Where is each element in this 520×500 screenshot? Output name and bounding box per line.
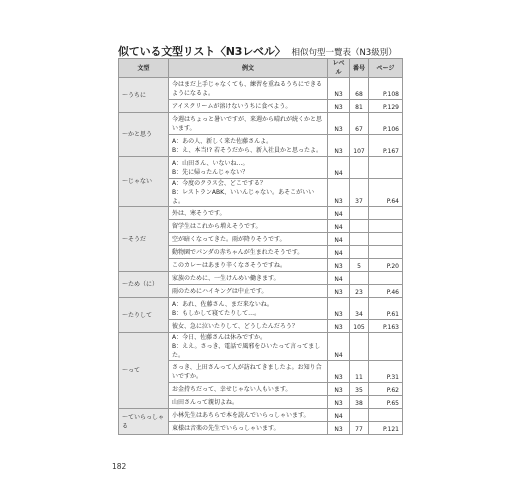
example-cell: A：あの人、新しく来た佐藤さんよ。 B：え、本当!? 若そうだから、新入社員かと思ったよ。 [169, 135, 328, 157]
example-cell: 家族のために、一生けんめい働きます。 [169, 272, 328, 285]
page-cell: P.64 [369, 179, 403, 207]
pattern-cell: ～たりして [119, 298, 169, 333]
example-cell: お金持ちだって、幸せじゃない人もいます。 [169, 383, 328, 396]
page-cell: P.129 [369, 100, 403, 113]
page-cell [369, 333, 403, 361]
level-cell: N3 [328, 383, 350, 396]
page-cell: P.46 [369, 285, 403, 298]
page-cell: P.108 [369, 78, 403, 100]
table-row [119, 113, 403, 135]
column-header: レベル [328, 59, 350, 78]
number-cell: 38 [350, 396, 369, 409]
number-cell: 81 [350, 100, 369, 113]
example-cell: A：今度のクラス会、どこでする？ B：レストランABK、いいんじゃない。あそこがいいよ。 [169, 179, 328, 207]
page-cell [369, 233, 403, 246]
example-cell: 今はまだ上手じゃなくても、練習を重ねるうちにできるようになるよ。 [169, 78, 328, 100]
title-subtitle: 相似句型一覽表（N3級別） [291, 48, 397, 58]
page-cell: P.20 [369, 259, 403, 272]
level-cell: N4 [328, 220, 350, 233]
page-cell [369, 272, 403, 285]
table-row [119, 157, 403, 179]
sentence-pattern-table [118, 58, 403, 435]
page-cell [369, 207, 403, 220]
example-cell: 今週はちょっと暑いですが、来週から晴れが続くかと思います。 [169, 113, 328, 135]
example-cell: 山田さんって親切よね。 [169, 396, 328, 409]
number-cell: 34 [350, 298, 369, 320]
example-cell: さっき、上田さんって人が訪ねてきましたよ。お知り合いですか。 [169, 361, 328, 383]
table-header-row [119, 59, 403, 78]
level-cell: N3 [328, 113, 350, 135]
number-cell: 68 [350, 78, 369, 100]
pattern-cell: ～じゃない [119, 157, 169, 207]
example-cell: 東様は音楽の先生でいらっしゃいます。 [169, 422, 328, 435]
level-cell: N3 [328, 100, 350, 113]
page-cell [369, 409, 403, 422]
page-cell: P.62 [369, 383, 403, 396]
number-cell: 37 [350, 179, 369, 207]
number-cell: 11 [350, 361, 369, 383]
number-cell [350, 157, 369, 179]
page-cell: P.106 [369, 113, 403, 135]
pattern-cell: ～ため（に） [119, 272, 169, 298]
pattern-cell: ～そうだ [119, 207, 169, 272]
example-cell: 雨のためにハイキングは中止です。 [169, 285, 328, 298]
page-cell [369, 246, 403, 259]
column-header: ページ [369, 59, 403, 78]
number-cell: 105 [350, 320, 369, 333]
number-cell: 23 [350, 285, 369, 298]
example-cell: 彼女、急に泣いたりして、どうしたんだろう？ [169, 320, 328, 333]
page-cell: P.163 [369, 320, 403, 333]
page-cell: P.65 [369, 396, 403, 409]
table-row [119, 333, 403, 361]
column-header: 文型 [119, 59, 169, 78]
table-row [119, 207, 403, 220]
number-cell: 107 [350, 135, 369, 157]
level-cell: N3 [328, 396, 350, 409]
page-cell [369, 157, 403, 179]
level-cell: N3 [328, 259, 350, 272]
level-cell: N3 [328, 135, 350, 157]
level-cell: N3 [328, 298, 350, 320]
example-cell: 小林先生はあちらで本を読んでいらっしゃいます。 [169, 409, 328, 422]
example-cell: 動物園でパンダの赤ちゃんが生まれたそうです。 [169, 246, 328, 259]
page-cell: P.31 [369, 361, 403, 383]
table-body [119, 78, 403, 435]
number-cell [350, 272, 369, 285]
column-header: 番号 [350, 59, 369, 78]
number-cell: 77 [350, 422, 369, 435]
level-cell: N4 [328, 233, 350, 246]
number-cell [350, 409, 369, 422]
page-cell: P.121 [369, 422, 403, 435]
table-row [119, 272, 403, 285]
level-cell: N4 [328, 409, 350, 422]
number-cell [350, 233, 369, 246]
title-main: 似ている文型リスト〈N3レベル〉 [118, 45, 286, 58]
table-row [119, 298, 403, 320]
number-cell: 5 [350, 259, 369, 272]
page-cell: P.61 [369, 298, 403, 320]
page-cell: P.167 [369, 135, 403, 157]
number-cell: 35 [350, 383, 369, 396]
example-cell: 外は、寒そうです。 [169, 207, 328, 220]
number-cell [350, 207, 369, 220]
level-cell: N4 [328, 207, 350, 220]
level-cell: N3 [328, 285, 350, 298]
example-cell: A：山田さん、いないね…。 B：先に帰ったんじゃない？ [169, 157, 328, 179]
level-cell: N3 [328, 78, 350, 100]
number-cell: 67 [350, 113, 369, 135]
level-cell: N3 [328, 320, 350, 333]
page-number: 182 [112, 462, 127, 471]
page-cell [369, 220, 403, 233]
example-cell: A：あれ、佐藤さん、まだ来ないね。 B：もしかして寝てたりして…。 [169, 298, 328, 320]
pattern-cell: ～かと思う [119, 113, 169, 157]
level-cell: N3 [328, 361, 350, 383]
level-cell: N4 [328, 272, 350, 285]
page-title [118, 40, 418, 56]
example-cell: このカレーはあまり辛くなさそうですね。 [169, 259, 328, 272]
level-cell: N4 [328, 333, 350, 361]
number-cell [350, 333, 369, 361]
example-cell: A：今日、佐藤さんは休みですか。 B：ええ。さっき、電話で風邪をひいたって言ってました。 [169, 333, 328, 361]
table-row [119, 78, 403, 100]
table-row [119, 409, 403, 422]
pattern-cell: ～って [119, 333, 169, 409]
level-cell: N4 [328, 246, 350, 259]
example-cell: アイスクリームが溶けないうちに食べよう。 [169, 100, 328, 113]
pattern-cell: ～ていらっしゃる [119, 409, 169, 435]
pattern-cell: ～うちに [119, 78, 169, 113]
number-cell [350, 220, 369, 233]
level-cell: N4 [328, 157, 350, 179]
example-cell: 留学生はこれから増えそうです。 [169, 220, 328, 233]
level-cell: N3 [328, 179, 350, 207]
number-cell [350, 246, 369, 259]
column-header: 例文 [169, 59, 328, 78]
level-cell: N3 [328, 422, 350, 435]
example-cell: 空が暗くなってきた。雨が降りそうです。 [169, 233, 328, 246]
